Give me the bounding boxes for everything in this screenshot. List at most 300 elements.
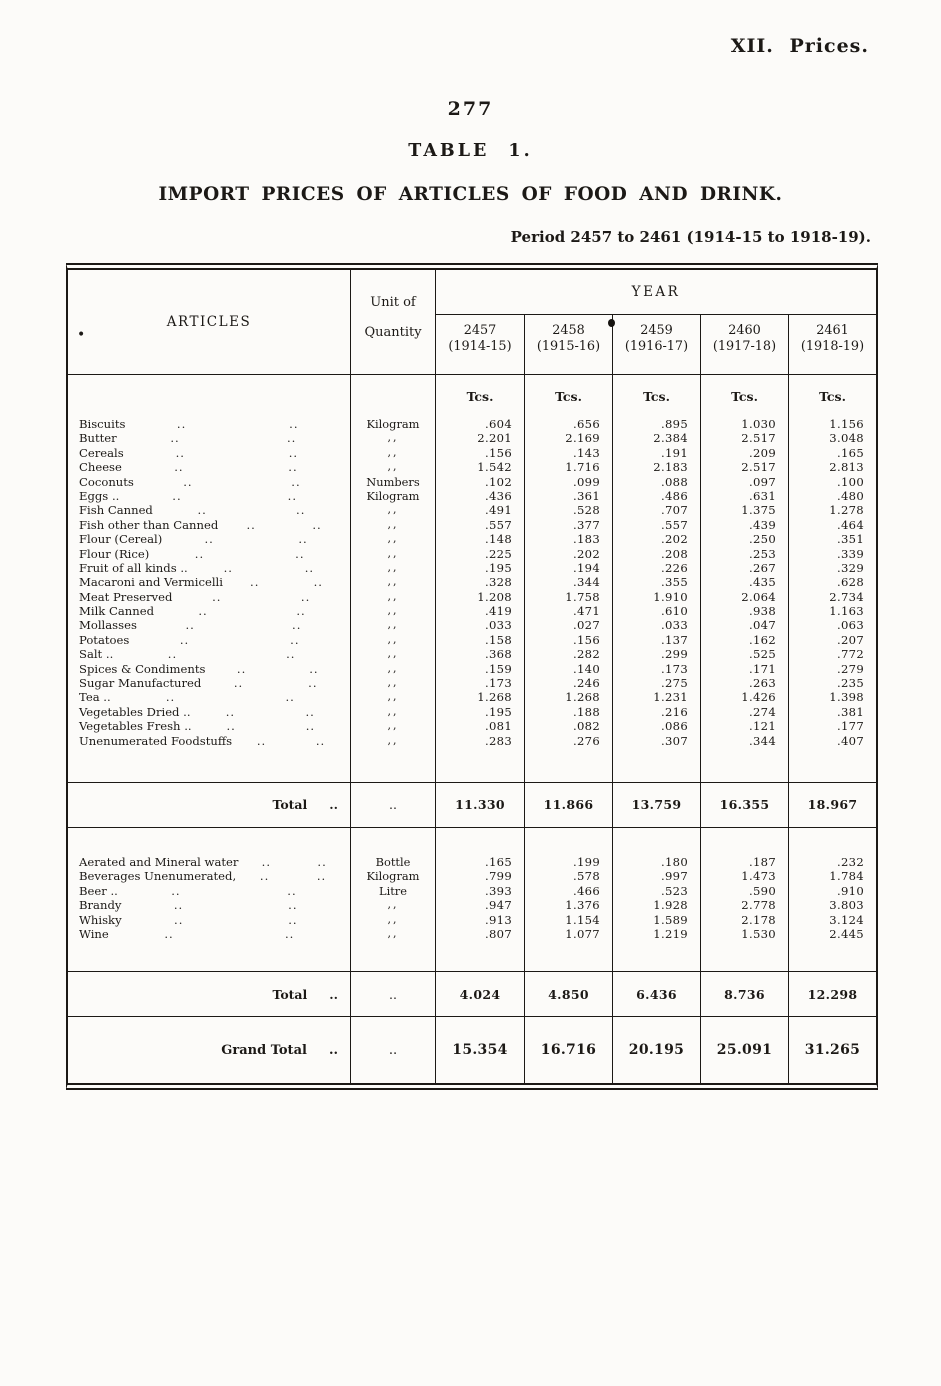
article-cell (68, 719, 350, 733)
unit-cell: .. (350, 1017, 436, 1083)
leader-dots: .. (328, 1042, 338, 1058)
article-label: Flour (Rice) (79, 546, 150, 561)
value-cell: .183 (524, 532, 612, 546)
value-cell: .263 (700, 676, 788, 690)
unit-cell: Bottle (350, 855, 436, 869)
value-cell: .344 (700, 734, 788, 748)
value-cell: .578 (524, 869, 612, 883)
article-cell (68, 734, 350, 748)
leader-dots: .. (317, 854, 327, 869)
value-cell: 2.201 (477, 431, 512, 446)
article-label: Biscuits (79, 417, 126, 431)
value-cell: .282 (524, 647, 612, 661)
unit-cell: ,, (350, 503, 436, 517)
value-cell: .156 (524, 633, 612, 647)
total-label-cell (68, 972, 350, 1016)
year-header-cell (788, 315, 876, 374)
value-cell: .033 (612, 618, 700, 632)
value-cell: .361 (524, 489, 612, 503)
table-row (68, 869, 876, 883)
value-cell: .628 (788, 575, 876, 589)
value-cell: .307 (612, 734, 700, 748)
unit-cell: ,, (350, 618, 436, 632)
value-cell: .253 (700, 547, 788, 561)
article-label: Meat Preserved (79, 589, 173, 604)
value-cell: .202 (612, 532, 700, 546)
year-era: 2460 (728, 323, 761, 338)
year-range: (1918-19) (800, 339, 865, 354)
leader-dots: .. (171, 883, 181, 898)
value-cell: .100 (788, 475, 876, 489)
food-total-row (68, 782, 876, 828)
unit-cell: Numbers (350, 475, 436, 489)
articles-header-cell (68, 270, 350, 374)
value-cell: .631 (700, 489, 788, 503)
article-cell (68, 460, 350, 474)
total-label: Total (272, 986, 308, 1002)
leader-dots: .. (170, 431, 180, 446)
value-cell: 1.268 (524, 690, 612, 704)
currency-row (68, 375, 876, 417)
leader-dots: .. (236, 661, 247, 676)
value-cell: .435 (700, 575, 788, 589)
value-cell: .491 (484, 503, 512, 518)
value-cell: .171 (700, 662, 788, 676)
leader-dots: .. (259, 869, 270, 884)
import-prices-table (66, 263, 878, 1090)
article-label: Whisky (79, 912, 122, 927)
value-cell: .102 (484, 474, 512, 489)
leader-dots: .. (174, 912, 184, 927)
section-heading: XII. Prices. (730, 35, 869, 57)
value-cell: .208 (612, 547, 700, 561)
article-label: Beverages Unenumerated, (79, 869, 237, 884)
leader-dots: .. (296, 604, 306, 619)
table-label: TABLE 1. (408, 141, 533, 161)
leader-dots: .. (304, 560, 315, 575)
value-cell: .471 (524, 604, 612, 618)
leader-dots: .. (290, 632, 300, 647)
leader-dots: .. (288, 445, 299, 460)
table-row (68, 604, 876, 618)
leader-dots: .. (288, 460, 298, 475)
leader-dots: .. (198, 604, 208, 619)
leader-dots: .. (250, 575, 260, 590)
value-cell: .419 (484, 604, 512, 619)
article-label: Salt .. (79, 647, 114, 662)
leader-dots: .. (296, 503, 306, 518)
value-cell: .344 (524, 575, 612, 589)
value-cell: .140 (524, 662, 612, 676)
leader-dots: .. (298, 532, 308, 547)
total-value-cell: 11.330 (455, 797, 505, 813)
table-row (68, 590, 876, 604)
total-label-cell (68, 1017, 350, 1083)
article-label: Milk Canned (79, 604, 154, 619)
table-row (68, 460, 876, 474)
value-cell: 2.183 (612, 460, 700, 474)
leader-dots: .. (167, 647, 178, 662)
article-label: Fish other than Canned (79, 517, 219, 532)
value-cell: .523 (612, 884, 700, 898)
value-cell: .604 (484, 417, 512, 431)
leader-dots: .. (287, 883, 297, 898)
unit-cell: ,, (350, 561, 436, 575)
leader-dots: .. (174, 460, 184, 475)
leader-dots: .. (309, 661, 319, 676)
article-label: Wine (79, 926, 109, 941)
value-cell: .082 (524, 719, 612, 733)
total-label: Grand Total (221, 1042, 307, 1058)
value-cell: .799 (484, 869, 512, 884)
value-cell: .027 (524, 618, 612, 632)
value-cell: 1.473 (700, 869, 788, 883)
unit-cell: ,, (350, 734, 436, 748)
table-row (68, 518, 876, 532)
leader-dots: .. (164, 926, 174, 941)
table-row (68, 676, 876, 690)
value-cell: .148 (484, 532, 512, 547)
leader-dots: .. (300, 589, 311, 604)
unit-cell: Kilogram (350, 417, 436, 431)
leader-dots: .. (288, 898, 298, 913)
article-label: Unenumerated Foodstuffs (79, 733, 233, 748)
value-cell: 1.231 (612, 690, 700, 704)
leader-dots: .. (256, 733, 267, 748)
value-cell: .407 (788, 734, 876, 748)
year-header-cell (612, 315, 700, 374)
unit-cell: ,, (350, 676, 436, 690)
value-cell: .439 (700, 518, 788, 532)
value-cell: .276 (524, 734, 612, 748)
total-value-cell: 18.967 (788, 783, 876, 827)
value-cell: .047 (700, 618, 788, 632)
value-cell: .656 (524, 417, 612, 431)
total-value-cell: 15.354 (452, 1042, 508, 1059)
unit-cell: ,, (350, 719, 436, 733)
currency-cell: Tcs. (788, 375, 876, 417)
drink-total-row (68, 971, 876, 1017)
value-cell: 3.803 (788, 898, 876, 912)
value-cell: .086 (612, 719, 700, 733)
year-columns (436, 315, 876, 374)
value-cell: .137 (612, 633, 700, 647)
value-cell: 1.784 (788, 869, 876, 883)
table-row (68, 705, 876, 719)
leader-dots: .. (316, 869, 327, 884)
leader-dots: .. (285, 926, 295, 941)
leader-dots: .. (212, 589, 222, 604)
article-label: Butter (79, 431, 117, 446)
value-cell: .772 (788, 647, 876, 661)
value-cell: .368 (484, 647, 512, 662)
article-cell (68, 913, 350, 927)
currency-cell: Tcs. (700, 375, 788, 417)
value-cell: 2.064 (700, 590, 788, 604)
article-cell (68, 547, 350, 561)
value-cell: .194 (524, 561, 612, 575)
article-cell (68, 475, 350, 489)
article-cell (68, 604, 350, 618)
total-value-cell: 11.866 (524, 783, 612, 827)
table-row (68, 913, 876, 927)
value-cell: .610 (612, 604, 700, 618)
unit-cell: ,, (350, 532, 436, 546)
value-cell: .355 (612, 575, 700, 589)
leader-dots: .. (225, 704, 236, 719)
value-cell: .191 (612, 446, 700, 460)
article-label: Vegetables Dried .. (79, 704, 191, 719)
value-cell: .195 (484, 560, 512, 575)
value-cell: .480 (788, 489, 876, 503)
page-title: IMPORT PRICES OF ARTICLES OF FOOD AND DRINK. (158, 184, 783, 205)
leader-dots: .. (204, 532, 214, 547)
year-era: 2458 (552, 323, 585, 338)
value-cell: 1.910 (612, 590, 700, 604)
value-cell: .097 (700, 475, 788, 489)
article-cell (68, 647, 350, 661)
value-cell: .165 (484, 854, 512, 869)
unit-cell: ,, (350, 575, 436, 589)
leader-dots: .. (223, 560, 233, 575)
table-row (68, 431, 876, 445)
value-cell: .486 (612, 489, 700, 503)
total-label-cell (68, 783, 350, 827)
value-cell: .063 (788, 618, 876, 632)
value-cell: .162 (700, 633, 788, 647)
article-label: Macaroni and Vermicelli (79, 575, 223, 590)
table-row (68, 734, 876, 748)
leader-dots: .. (261, 854, 272, 869)
year-range: (1914-15) (448, 339, 512, 354)
value-cell: .997 (612, 869, 700, 883)
total-label: Total (272, 797, 308, 813)
page-number: 277 (447, 98, 494, 120)
value-cell: .947 (484, 898, 512, 913)
article-cell (68, 705, 350, 719)
total-value-cell: 16.355 (700, 783, 788, 827)
leader-dots: .. (226, 719, 236, 734)
table-row (68, 561, 876, 575)
article-label: Coconuts (79, 474, 134, 489)
value-cell: .165 (788, 446, 876, 460)
value-cell: .377 (524, 518, 612, 532)
unit-cell: ,, (350, 590, 436, 604)
leader-dots: .. (175, 445, 185, 460)
value-cell: 2.384 (612, 431, 700, 445)
unit-cell: ,, (350, 547, 436, 561)
articles-header: ARTICLES (166, 314, 252, 330)
leader-dots: .. (183, 474, 193, 489)
article-label: Sugar Manufactured (79, 676, 202, 691)
value-cell: .226 (612, 561, 700, 575)
leader-dots: .. (287, 488, 298, 503)
leader-dots: .. (185, 618, 195, 633)
value-cell: .173 (484, 676, 512, 691)
total-value-cell: 13.759 (612, 783, 700, 827)
value-cell: .225 (484, 546, 512, 561)
value-cell: .159 (484, 661, 512, 676)
year-header-cell (436, 315, 524, 374)
value-cell: 2.445 (788, 927, 876, 941)
article-label: Aerated and Mineral water (79, 854, 239, 869)
unit-cell: ,, (350, 633, 436, 647)
value-cell: .216 (612, 705, 700, 719)
table-row (68, 547, 876, 561)
value-cell: 1.716 (524, 460, 612, 474)
leader-dots: .. (176, 417, 187, 431)
value-cell: .393 (484, 883, 512, 898)
value-cell: 1.426 (700, 690, 788, 704)
value-cell: 1.542 (477, 460, 512, 475)
unit-cell: ,, (350, 898, 436, 912)
value-cell: .938 (700, 604, 788, 618)
leader-dots: .. (172, 488, 182, 503)
leader-dots: .. (305, 719, 316, 734)
value-cell: .188 (524, 705, 612, 719)
article-label: Fruit of all kinds .. (79, 560, 188, 575)
table-row (68, 855, 876, 869)
value-cell: .209 (700, 446, 788, 460)
leader-dots: .. (246, 517, 256, 532)
value-cell: 1.030 (700, 417, 788, 431)
article-cell (68, 575, 350, 589)
table-header-row (68, 270, 876, 375)
value-cell: .187 (700, 855, 788, 869)
table-row (68, 446, 876, 460)
grand-total-row (68, 1017, 876, 1083)
leader-dots: .. (194, 546, 205, 561)
value-cell: .173 (612, 662, 700, 676)
value-cell: 1.278 (788, 503, 876, 517)
unit-cell: Kilogram (350, 489, 436, 503)
article-cell (68, 489, 350, 503)
article-label: Tea .. (79, 690, 111, 705)
article-label: Potatoes (79, 632, 130, 647)
unit-cell: Kilogram (350, 869, 436, 883)
leader-dots: .. (197, 503, 207, 518)
value-cell: 1.589 (612, 913, 700, 927)
value-cell: 1.163 (788, 604, 876, 618)
leader-dots: .. (308, 676, 318, 691)
table-row (68, 662, 876, 676)
year-era: 2461 (816, 323, 849, 338)
value-cell: .913 (484, 912, 512, 927)
unit-cell: ,, (350, 446, 436, 460)
unit-cell: .. (350, 972, 436, 1016)
table-row (68, 575, 876, 589)
table-row (68, 532, 876, 546)
value-cell: .557 (484, 517, 512, 532)
currency-cell: Tcs. (524, 375, 612, 417)
unit-cell: ,, (350, 518, 436, 532)
value-cell: 1.208 (477, 589, 512, 604)
article-cell (68, 618, 350, 632)
value-cell: .351 (788, 532, 876, 546)
article-label: Cheese (79, 460, 122, 475)
value-cell: .528 (524, 503, 612, 517)
total-value-cell: 16.716 (524, 1017, 612, 1083)
leader-dots: .. (289, 417, 299, 431)
value-cell: 2.517 (700, 431, 788, 445)
total-value-cell: 4.850 (524, 972, 612, 1016)
value-cell: .339 (788, 547, 876, 561)
year-range: (1917-18) (712, 339, 777, 354)
total-value-cell: 8.736 (700, 972, 788, 1016)
value-cell: 1.219 (612, 927, 700, 941)
article-cell (68, 590, 350, 604)
article-cell (68, 884, 350, 898)
value-cell: 1.530 (700, 927, 788, 941)
leader-dots: .. (291, 474, 301, 489)
year-range: (1915-16) (536, 339, 601, 354)
value-cell: .557 (612, 518, 700, 532)
unit-header-line2: Quantity (364, 325, 422, 340)
leader-dots: .. (179, 632, 190, 647)
unit-cell: ,, (350, 690, 436, 704)
value-cell: .099 (524, 475, 612, 489)
table-row (68, 475, 876, 489)
table-row (68, 690, 876, 704)
value-cell: .274 (700, 705, 788, 719)
total-value-cell: 31.265 (788, 1017, 876, 1083)
table-row (68, 489, 876, 503)
article-cell (68, 690, 350, 704)
article-cell (68, 898, 350, 912)
value-cell: .275 (612, 676, 700, 690)
value-cell: 3.048 (788, 431, 876, 445)
leader-dots: .. (165, 690, 176, 705)
article-cell (68, 532, 350, 546)
value-cell: 2.169 (524, 431, 612, 445)
spacer-row (68, 941, 876, 971)
article-cell (68, 561, 350, 575)
value-cell: .088 (612, 475, 700, 489)
value-cell: .283 (484, 733, 512, 748)
article-label: Eggs .. (79, 488, 120, 503)
table-row (68, 633, 876, 647)
ink-bullet-artifact: • (77, 327, 87, 343)
article-cell (68, 503, 350, 517)
unit-cell: ,, (350, 460, 436, 474)
value-cell: .267 (700, 561, 788, 575)
value-cell: .328 (484, 575, 512, 590)
value-cell: .436 (484, 488, 512, 503)
value-cell: .895 (612, 417, 700, 431)
unit-cell: ,, (350, 927, 436, 941)
value-cell: 1.154 (524, 913, 612, 927)
table-row (68, 647, 876, 661)
leader-dots: .. (286, 431, 297, 446)
article-cell (68, 633, 350, 647)
year-era: 2459 (640, 323, 673, 338)
article-cell (68, 855, 350, 869)
value-cell: 1.375 (700, 503, 788, 517)
leader-dots: .. (286, 647, 296, 662)
value-cell: .329 (788, 561, 876, 575)
unit-cell: Litre (350, 884, 436, 898)
article-label: Brandy (79, 898, 122, 913)
article-label: Flour (Cereal) (79, 532, 163, 547)
leader-dots: .. (292, 618, 302, 633)
article-cell (68, 869, 350, 883)
value-cell: .195 (484, 704, 512, 719)
article-cell (68, 518, 350, 532)
year-group-header: YEAR (436, 270, 876, 315)
value-cell: 1.928 (612, 898, 700, 912)
leader-dots: .. (329, 986, 338, 1002)
article-label: Spices & Condiments (79, 661, 206, 676)
